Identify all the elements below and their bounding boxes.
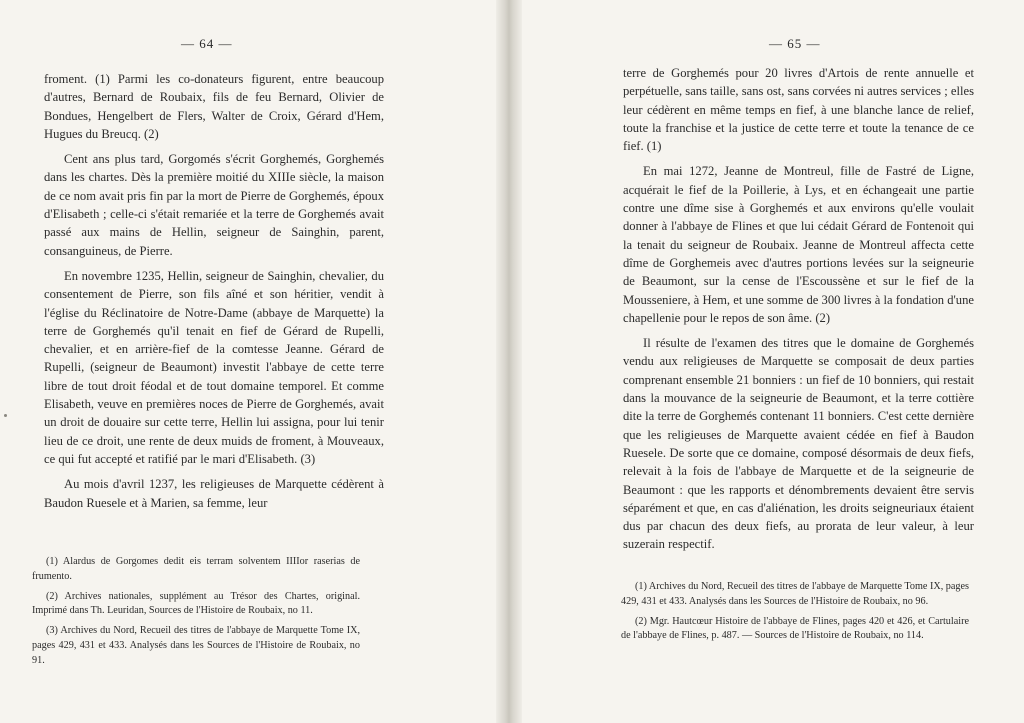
paragraph: En novembre 1235, Hellin, seigneur de Sainghin, chevalier, du consentement de Pierre, son fils aîné et son héritier, vendit à l'église du Réclinatoire de Notre-Dame (abbaye de Marquette) la terre de Gorghemés qu'il tenait en fief de Gérard de Rupelli, chevalier, et en arrière-fief de la comtesse Jeanne. Gérard de Rupelli, (seigneur de Beaumont) investit l'abbaye de cette terre libre de tout droit féodal et de tout domaine temporel. Et comme Elisabeth, veuve en premières noces de Pierre de Gorghemés, avait un droit de douaire sur cette terre, Hellin lui assigna, pour lui tenir lieu de ce droit, une rente de deux muids de froment, à Mouveaux, ce qui fut accepté et ratifié par le mari d'Elisabeth. (3) (44, 268, 384, 466)
footnotes (32, 555, 360, 674)
page-number: — 64 — (181, 36, 233, 51)
paragraph: Au mois d'avril 1237, les religieuses de Marquette cédèrent à Baudon Ruesele et à Marien, sa femme, leur (44, 477, 384, 510)
page-number: — 65 — (769, 36, 821, 51)
body-text (44, 70, 384, 519)
paragraph: En mai 1272, Jeanne de Montreul, fille de Fastré de Ligne, acquérait le fief de la Poillerie, à Lys, et en échangeait une partie contre une dîme sise à Gorghemés et aux environs qu'elle voulait donner à l'abbaye de Flines et que lui cédait Gérard de Fontenoit qui la tenait du seigneur de Roubaix. Jeanne de Montreul affecta cette dîme de Gorghemeis avec d'autres portions levées sur la seigneurie de Beaumont, sur la cense de l'Escoussène et sur le fief de la Mousseniere, à Hem, et une somme de 300 livres à la fondation d'une chapellenie pour le repos de son âme. (2) (623, 164, 974, 325)
paragraph: froment. (1) Parmi les co-donateurs figurent, entre beaucoup d'autres, Bernard de Roubaix, fils de feu Bernard, Olivier de Bondues, Hengelbert de Flers, Walter de Croix, Gérard d'Hem, Hugues du Breucq. (2) (44, 72, 384, 141)
footnotes (621, 580, 969, 649)
left-page (0, 0, 496, 723)
footnote: (1) Archives du Nord, Recueil des titres de l'abbaye de Marquette Tome IX, pages 429, 431 et 433. Analysés dans les Sources de l'Histoire de Roubaix, no 96. (621, 581, 969, 607)
footnote: (2) Archives nationales, supplément au Trésor des Chartes, original. Imprimé dans Th. Leuridan, Sources de l'Histoire de Roubaix, no 11. (32, 590, 360, 617)
paragraph: terre de Gorghemés pour 20 livres d'Artois de rente annuelle et perpétuelle, sans taille, sans ost, sans corvées ni autres services ; elles leur cédèrent en même temps en fief, à une blanche lance de relief, toute la franchise et la justice de cette terre et toute la tenance de ce fief. (1) (623, 66, 974, 154)
footnote: (3) Archives du Nord, Recueil des titres de l'abbaye de Marquette Tome IX, pages 429, 431 et 433. Analysés dans les Sources de l'Histoire de Roubaix, no 91. (32, 625, 360, 666)
body-text (623, 64, 974, 561)
paragraph: Cent ans plus tard, Gorgomés s'écrit Gorghemés, Gorghemés dans les chartes. Dès la première moitié du XIIIe siècle, la maison de ce nom avait pris fin par la mort de Pierre de Gorghemés, époux d'Elisabeth ; celle-ci s'était remariée et la terre de Gorghemés avait passé aux mains de Hellin, seigneur de Sainghin, parent, consanguineus, de Pierre. (44, 152, 384, 258)
right-page (522, 0, 1024, 723)
paragraph: Il résulte de l'examen des titres que le domaine de Gorghemés vendu aux religieuses de Marquette se composait de deux parties comprenant ensemble 21 bonniers : un fief de 10 bonniers, qui restait dans la mouvance de la seigneurie de Beaumont, et la terre cottière dite la terre de Gorghemés contenant 11 bonniers. C'est cette dernière que les religieuses de Marquette avaient cédée en fief à Baudon Ruesele. De sorte que ce domaine, composé désormais de deux fiefs, relevait à la fois de l'abbaye de Marquette et de la seigneurie de Beaumont : que les rapports et dénombrements devaient être servis séparément et que, en cas d'aliénation, les droits seigneuriaux étaient dus par chacun des deux fiefs, au prorata de leur valeur, à leur suzerain respectif. (623, 336, 974, 552)
footnote: (2) Mgr. Hautcœur Histoire de l'abbaye de Flines, pages 420 et 426, et Cartulaire de l'abbaye de Flines, p. 487. — Sources de l'Histoire de Roubaix, no 114. (621, 615, 969, 642)
book-gutter (496, 0, 522, 723)
paper-speck (4, 414, 7, 417)
footnote: (1) Alardus de Gorgomes dedit eis terram solventem IIIIor raserias de frumento. (32, 556, 360, 582)
